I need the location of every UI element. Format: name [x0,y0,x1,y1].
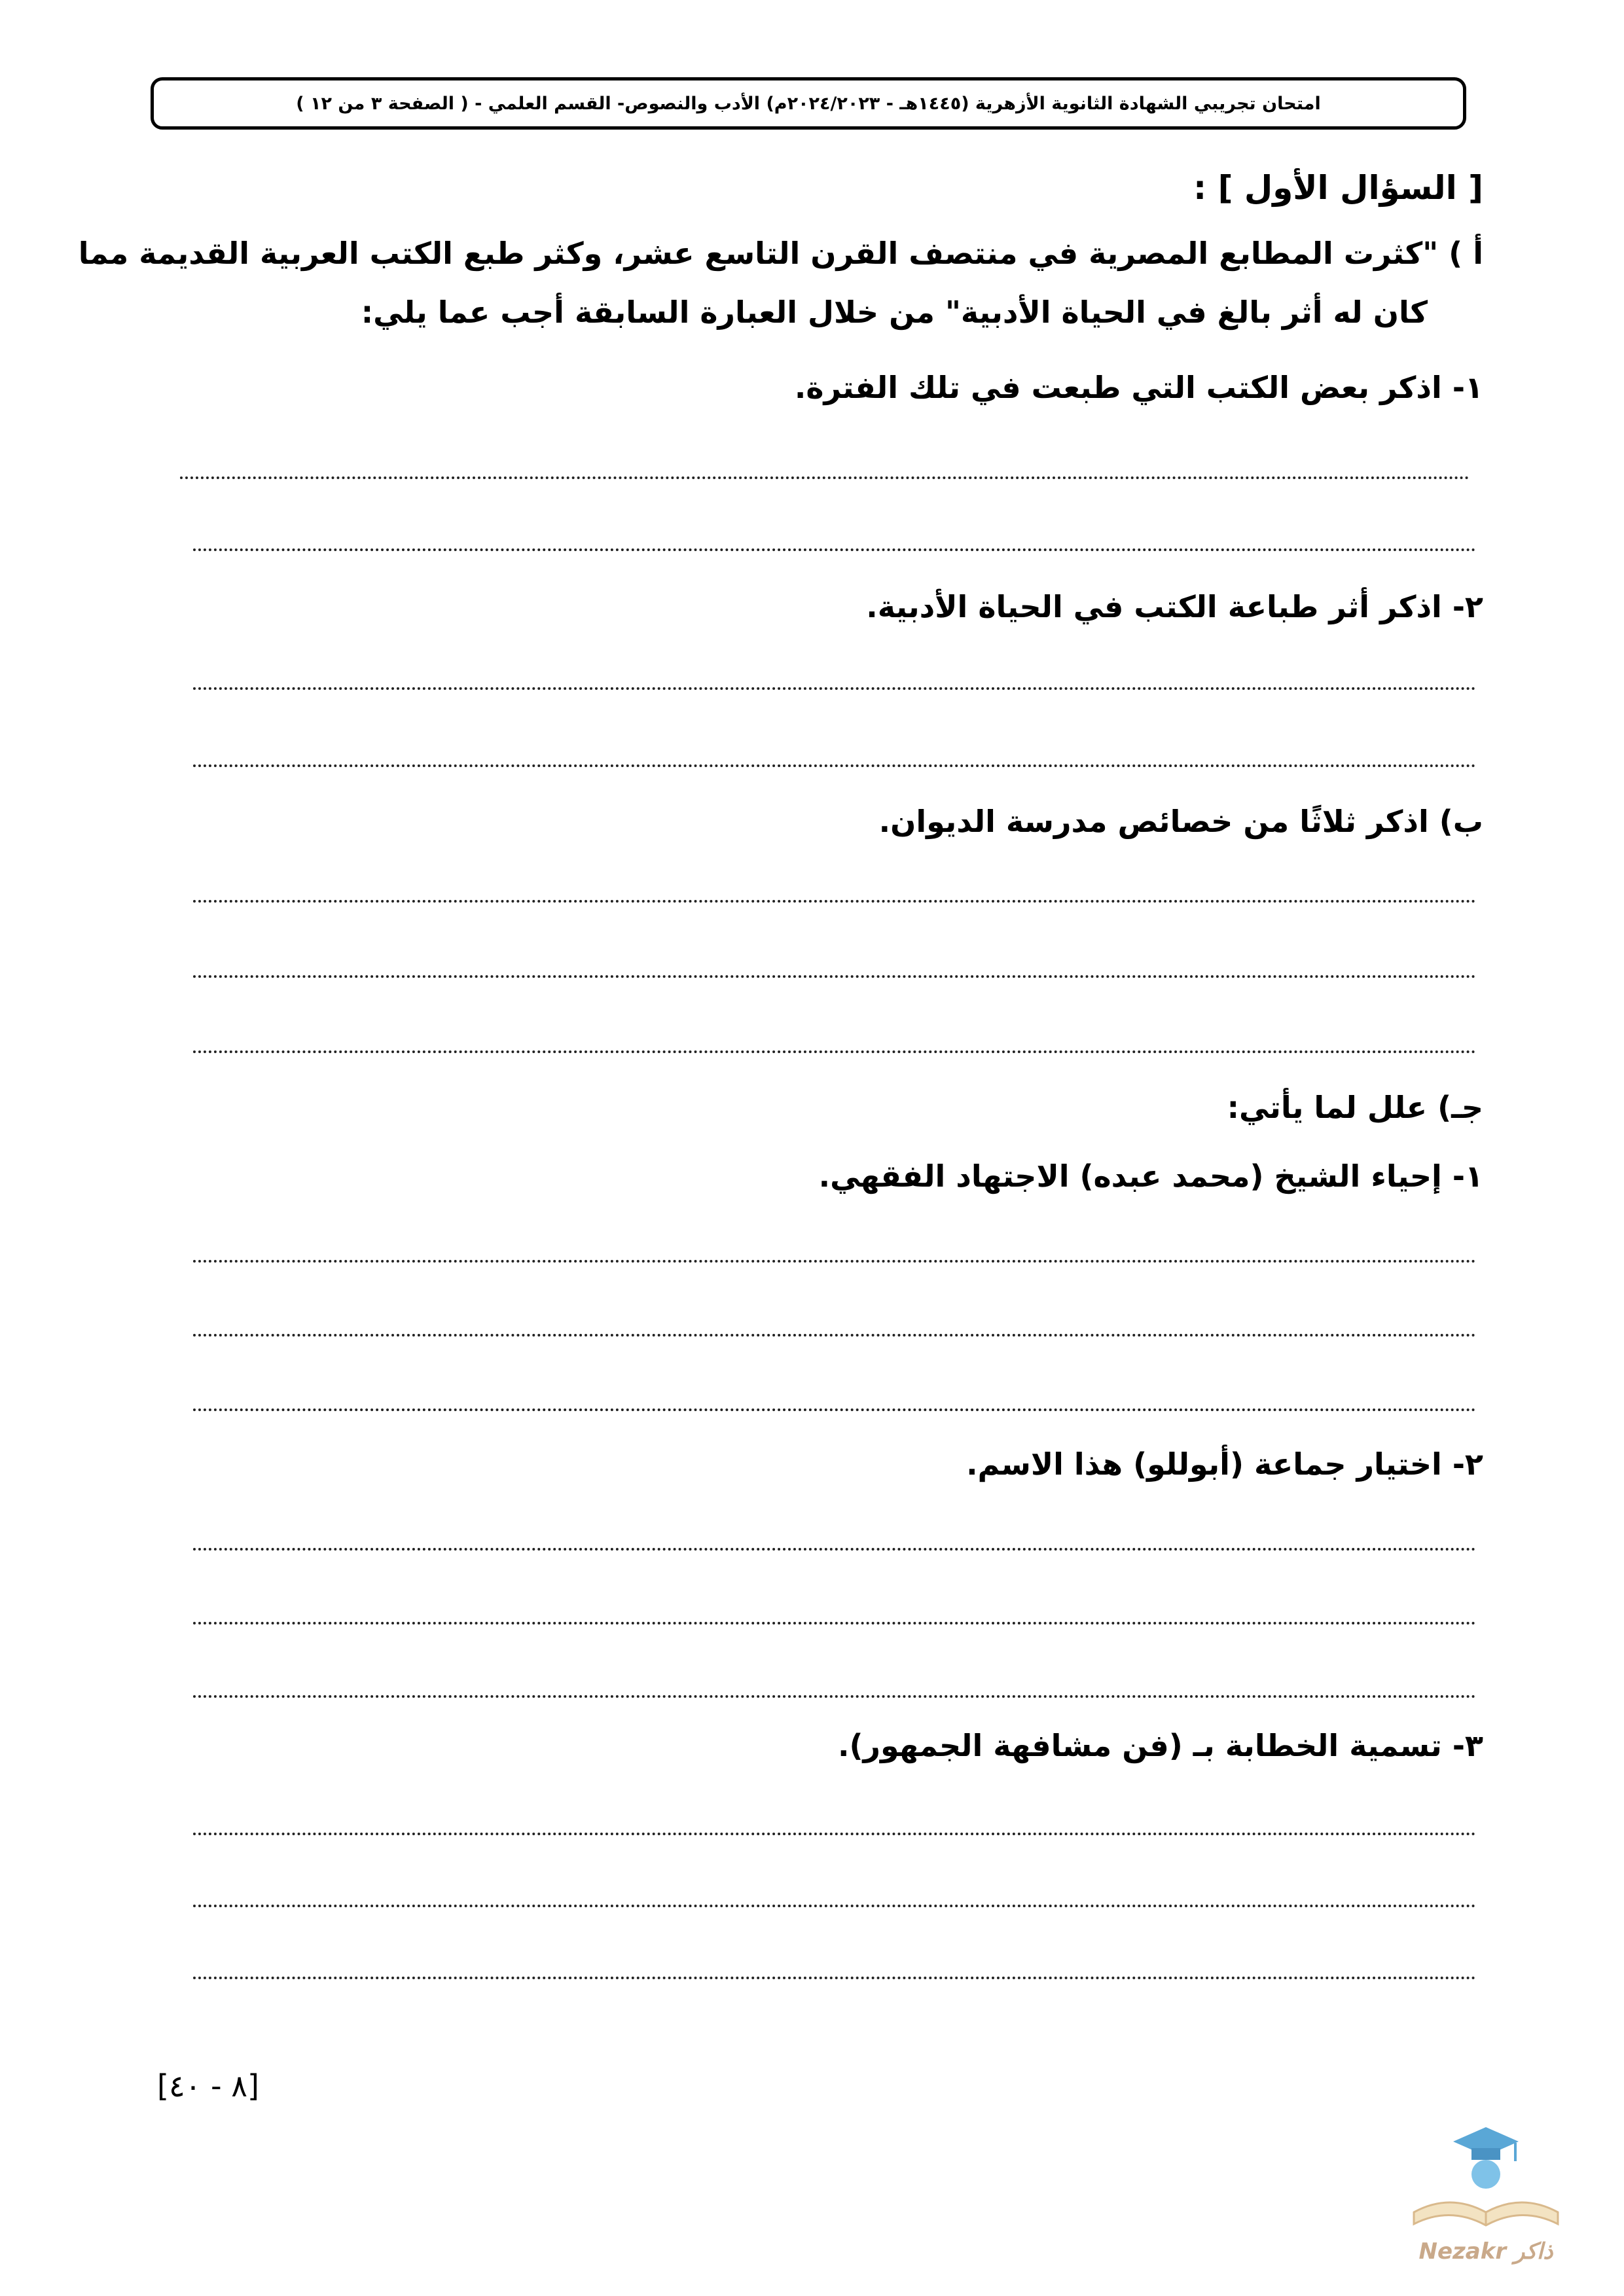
answer-line [193,975,1476,978]
answer-line [193,1905,1476,1907]
answer-line [193,1977,1476,1979]
nezakr-logo [1388,2114,1584,2271]
answer-line [193,1050,1476,1053]
answer-line [193,687,1476,690]
answer-line [193,764,1476,767]
question-c2: ٢- اختيار جماعة (أبوللو) هذا الاسم. [966,1446,1483,1482]
logo-text: Nezakr ذاكر [1418,2238,1553,2265]
question-c1: ١- إحياء الشيخ (محمد عبده) الاجتهاد الفقهي. [818,1158,1483,1194]
question-c3: ٣- تسمية الخطابة بـ (فن مشافهة الجمهور). [838,1728,1483,1763]
exam-header [151,77,1466,130]
answer-line [193,900,1476,903]
answer-line [193,1408,1476,1411]
answer-line [193,1622,1476,1624]
question-b: ب) اذكر ثلاثًا من خصائص مدرسة الديوان. [878,804,1483,839]
question-a2: ٢- اذكر أثر طباعة الكتب في الحياة الأدبية. [866,589,1483,624]
answer-line [193,1695,1476,1698]
question-title: [ السؤال الأول ] : [1193,169,1483,207]
answer-line [193,1833,1476,1835]
answer-line [193,548,1476,551]
page-code: [٨ - ٤٠] [157,2068,259,2104]
answer-line [193,1334,1476,1336]
question-intro-line-1: أ ) "كثرت المطابع المصرية في منتصف القرن التاسع عشر، وكثر طبع الكتب العربية القديمة مما [78,236,1483,271]
header-text: امتحان تجريبي الشهادة الثانوية الأزهرية (١٤٤٥هـ - ٢٠٢٤/٢٠٢٣م) الأدب والنصوص- القسم العلمي - ( الصفحة ٣ من ١٢ ) [296,93,1321,114]
question-c-title: جـ) علل لما يأتي: [1227,1090,1483,1125]
question-intro-line-2: كان له أثر بالغ في الحياة الأدبية" من خلال العبارة السابقة أجب عما يلي: [361,295,1428,330]
answer-line [193,1548,1476,1551]
graduation-book-icon [1388,2114,1584,2238]
answer-line [193,1260,1476,1263]
question-a1: ١- اذكر بعض الكتب التي طبعت في تلك الفترة. [794,370,1483,405]
answer-line [180,476,1470,479]
